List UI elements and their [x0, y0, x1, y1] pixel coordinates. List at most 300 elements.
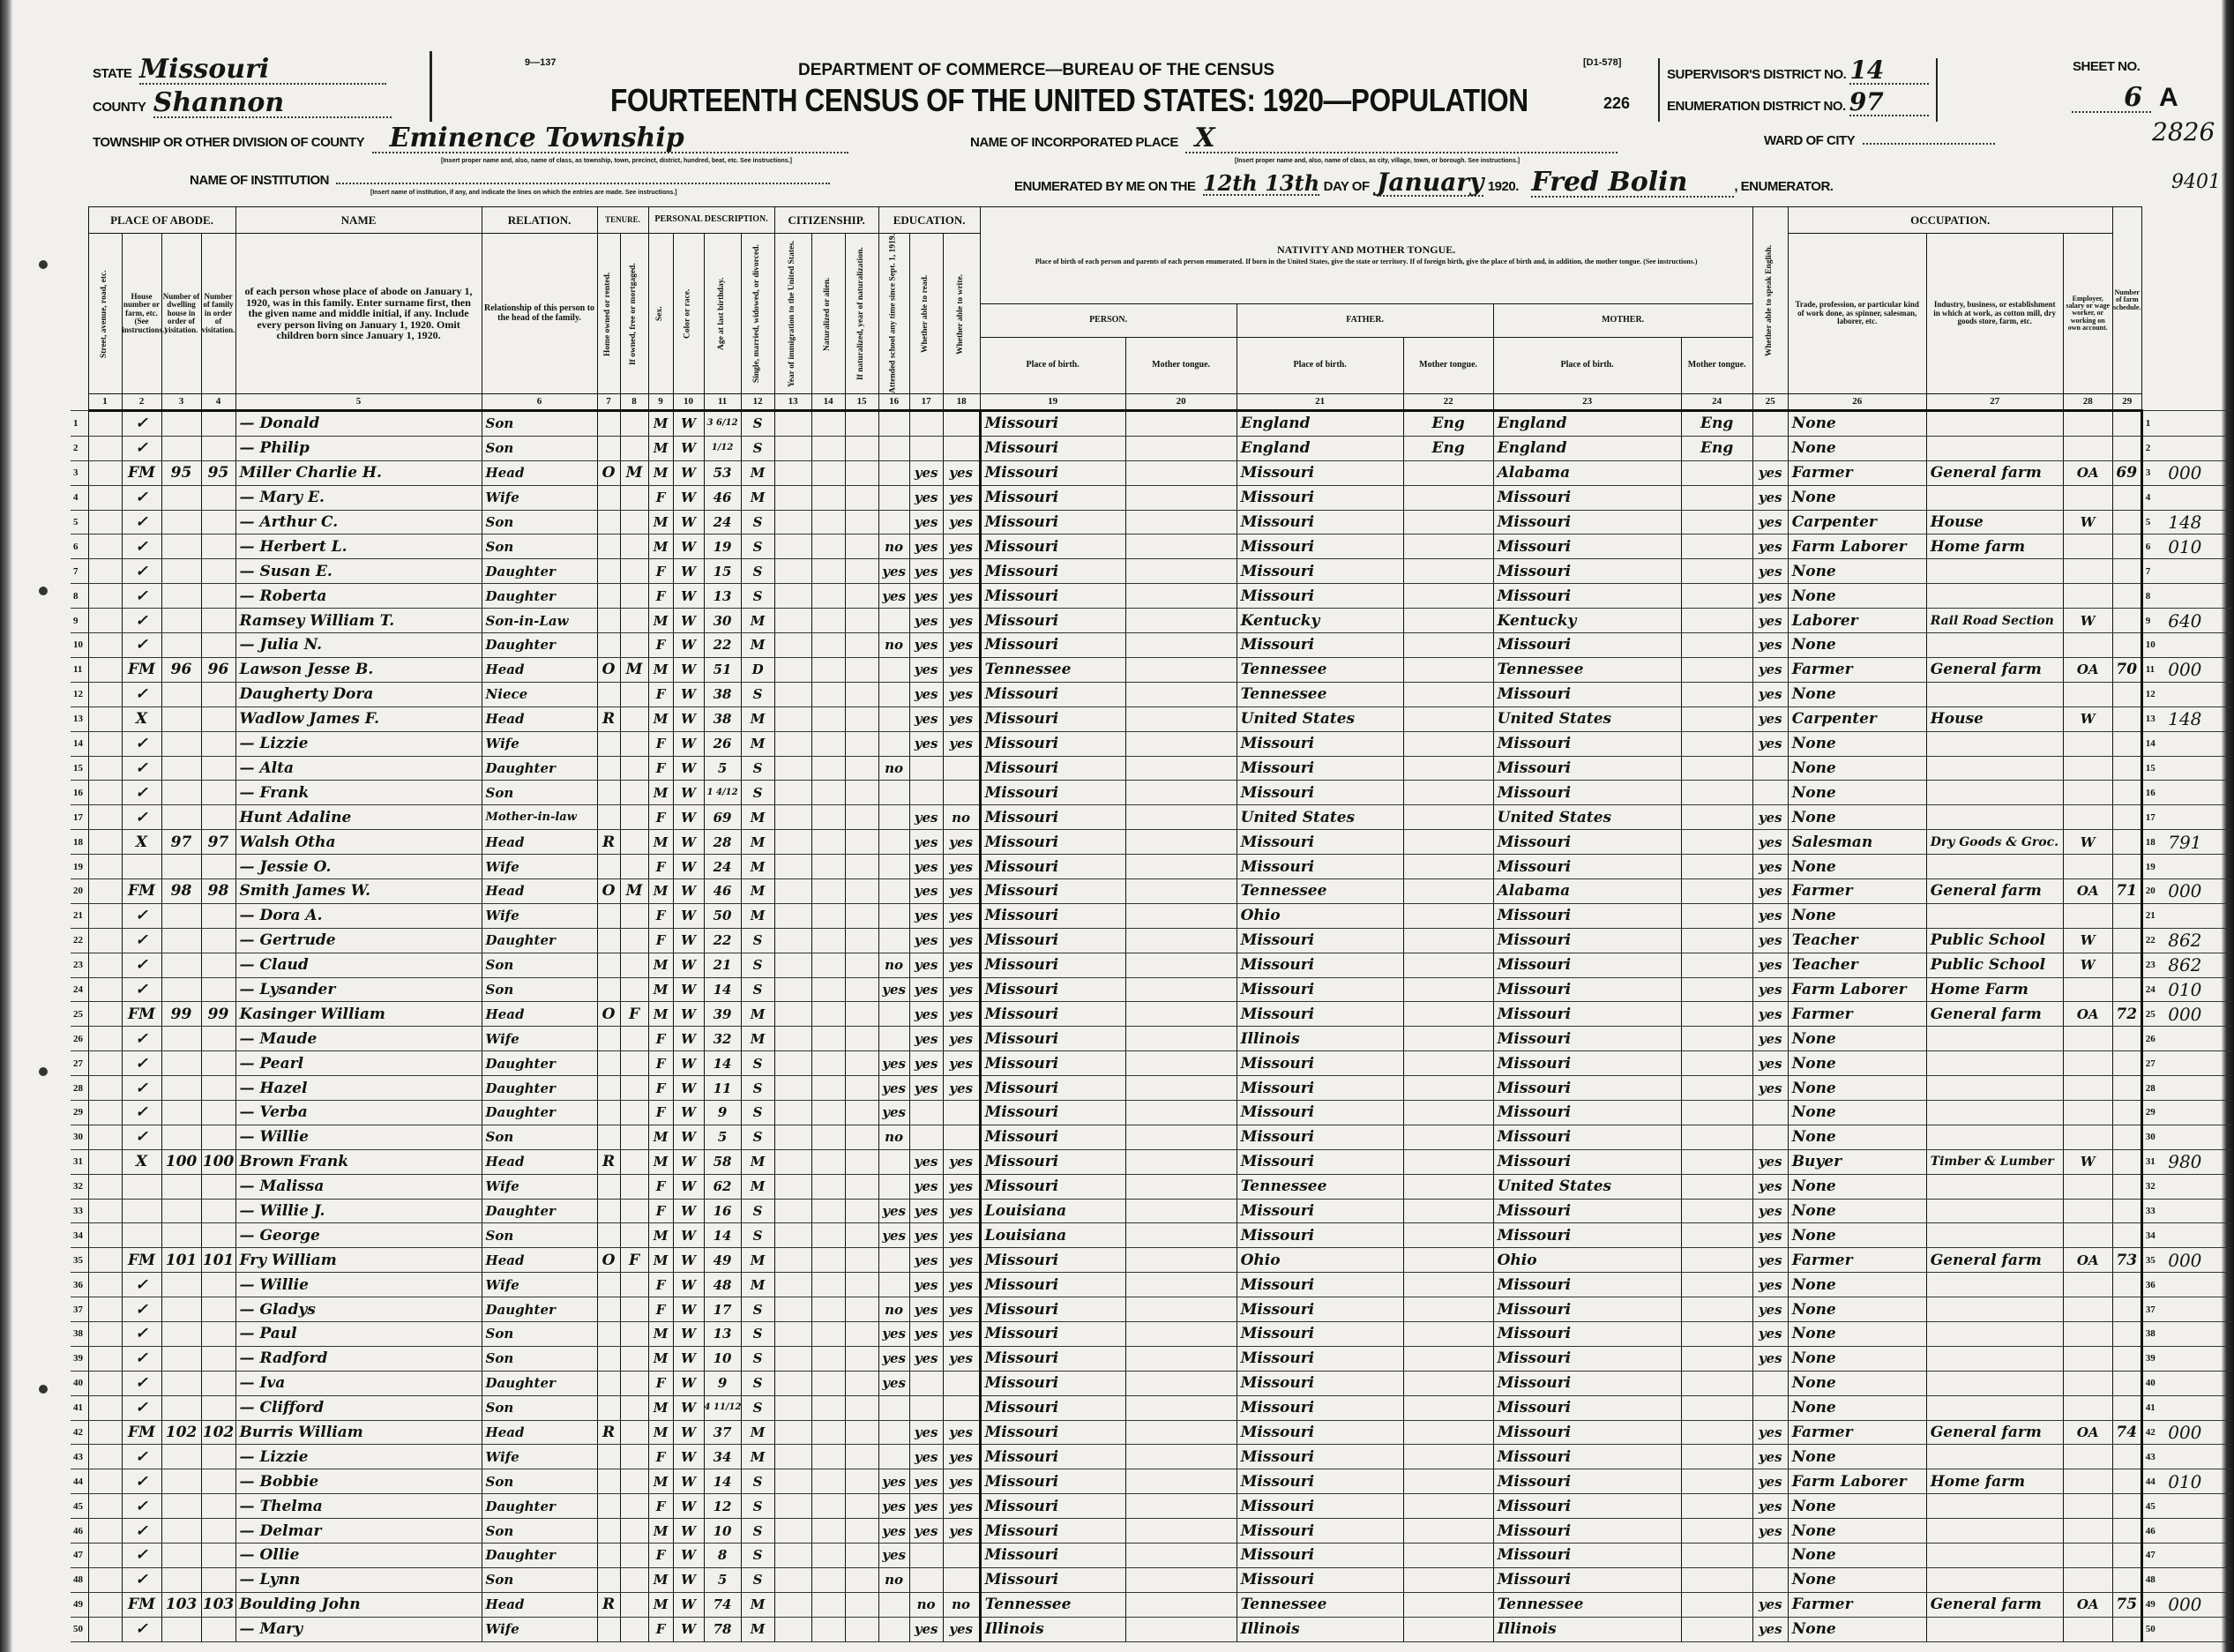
cell-birthplace: Missouri: [980, 1469, 1125, 1494]
enumerator-signature: Fred Bolin: [1531, 169, 1734, 198]
cell-attended-school: yes: [878, 977, 909, 1002]
cell-occupation: None: [1788, 633, 1926, 658]
cell-marital-status: M: [741, 1273, 774, 1297]
cell-father-mother-tongue: [1403, 756, 1493, 781]
cell-relation: Son: [482, 1567, 597, 1592]
incorporated-field: [970, 125, 1618, 153]
cell-line-number-right: 13: [2141, 706, 2168, 731]
column-number-18: 18: [943, 394, 980, 411]
cell-employment-class: [2063, 1346, 2112, 1371]
cell-industry: Home farm: [1926, 1469, 2063, 1494]
cell-mother-birthplace: Tennessee: [1493, 1592, 1681, 1617]
cell-naturalized: [811, 1617, 845, 1641]
cell-marital-status: S: [741, 510, 774, 534]
cell-age: 5: [704, 756, 741, 781]
cell-occupation-code: [2168, 855, 2231, 879]
cell-free-mortgaged: [620, 1346, 648, 1371]
cell-relation: Head: [482, 1002, 597, 1027]
cell-can-write: [943, 1395, 980, 1420]
cell-line-number-left: 26: [71, 1027, 88, 1051]
cell-employment-class: [2063, 1469, 2112, 1494]
cell-age: 4 11/12: [704, 1395, 741, 1420]
cell-house-number: ✓: [122, 1469, 161, 1494]
cell-naturalization-year: [845, 977, 878, 1002]
cell-occupation: Carpenter: [1788, 706, 1926, 731]
cell-mother-birthplace: Missouri: [1493, 1125, 1681, 1149]
cell-mother-mother-tongue: [1681, 903, 1752, 928]
cell-immigration-year: [774, 1125, 811, 1149]
cell-line-number-right: 38: [2141, 1321, 2168, 1346]
cell-house-number: ✓: [122, 1346, 161, 1371]
cell-home-owned: [597, 977, 620, 1002]
cell-birthplace: Missouri: [980, 1149, 1125, 1174]
cell-family-number: 101: [201, 1248, 235, 1273]
cell-house-number: ✓: [122, 805, 161, 830]
table-row: [71, 460, 2231, 485]
column-number-16: 16: [878, 394, 909, 411]
cell-can-write: yes: [943, 1494, 980, 1519]
cell-free-mortgaged: [620, 411, 648, 437]
cell-can-write: yes: [943, 928, 980, 953]
header-col-6: Relationship of this person to the head of the family.: [482, 234, 597, 394]
cell-mother-tongue: [1125, 1567, 1237, 1592]
cell-mother-tongue: [1125, 1273, 1237, 1297]
cell-dwelling-number: [161, 1567, 201, 1592]
cell-industry: Timber & Lumber: [1926, 1149, 2063, 1174]
cell-can-read: yes: [909, 1445, 943, 1469]
cell-occupation-code: [2168, 756, 2231, 781]
cell-sex: F: [648, 1494, 673, 1519]
cell-name: — Gertrude: [235, 928, 482, 953]
cell-house-number: ✓: [122, 534, 161, 559]
cell-family-number: [201, 1223, 235, 1248]
cell-dwelling-number: [161, 928, 201, 953]
cell-sex: M: [648, 1395, 673, 1420]
cell-dwelling-number: 95: [161, 460, 201, 485]
cell-dwelling-number: 97: [161, 830, 201, 855]
cell-street: [88, 855, 122, 879]
cell-mother-mother-tongue: [1681, 460, 1752, 485]
cell-birthplace: Missouri: [980, 781, 1125, 805]
cell-home-owned: [597, 855, 620, 879]
cell-industry: [1926, 1100, 2063, 1125]
cell-family-number: [201, 1321, 235, 1346]
cell-street: [88, 1321, 122, 1346]
cell-line-number-left: 2: [71, 436, 88, 460]
cell-occupation: None: [1788, 1051, 1926, 1076]
county-field: [93, 87, 392, 118]
cell-birthplace: Missouri: [980, 805, 1125, 830]
cell-relation: Son: [482, 1125, 597, 1149]
cell-employment-class: [2063, 436, 2112, 460]
cell-house-number: ✓: [122, 1617, 161, 1641]
cell-free-mortgaged: [620, 1174, 648, 1199]
cell-occupation-code: [2168, 1395, 2231, 1420]
cell-naturalization-year: [845, 1346, 878, 1371]
cell-naturalization-year: [845, 1248, 878, 1273]
cell-line-number-right: 9: [2141, 609, 2168, 633]
cell-employment-class: W: [2063, 830, 2112, 855]
cell-naturalization-year: [845, 411, 878, 437]
cell-mother-birthplace: Missouri: [1493, 1100, 1681, 1125]
cell-naturalized: [811, 1051, 845, 1076]
header-col-18: Whether able to write.: [943, 234, 980, 394]
cell-home-owned: R: [597, 1420, 620, 1445]
cell-employment-class: [2063, 1321, 2112, 1346]
nativity-title: NATIVITY AND MOTHER TONGUE.: [1277, 243, 1456, 256]
cell-can-read: yes: [909, 805, 943, 830]
cell-age: 53: [704, 460, 741, 485]
cell-father-birthplace: Missouri: [1237, 1395, 1403, 1420]
cell-father-birthplace: Missouri: [1237, 1445, 1403, 1469]
ward-field: [1764, 131, 1995, 148]
cell-race: W: [673, 1494, 704, 1519]
cell-attended-school: [878, 485, 909, 510]
cell-street: [88, 1544, 122, 1568]
cell-naturalized: [811, 1395, 845, 1420]
cell-immigration-year: [774, 756, 811, 781]
cell-line-number-right: 7: [2141, 559, 2168, 584]
cell-occupation-code: [2168, 1371, 2231, 1395]
cell-naturalized: [811, 485, 845, 510]
cell-marital-status: S: [741, 977, 774, 1002]
cell-speaks-english: yes: [1752, 534, 1788, 559]
cell-mother-birthplace: Alabama: [1493, 460, 1681, 485]
cell-name: — Thelma: [235, 1494, 482, 1519]
cell-mother-birthplace: Illinois: [1493, 1617, 1681, 1641]
column-number-11: 11: [704, 394, 741, 411]
cell-father-birthplace: United States: [1237, 706, 1403, 731]
cell-free-mortgaged: [620, 1567, 648, 1592]
cell-farm-schedule: [2112, 756, 2141, 781]
cell-relation: Son: [482, 1223, 597, 1248]
cell-home-owned: [597, 1273, 620, 1297]
cell-free-mortgaged: [620, 584, 648, 609]
cell-house-number: ✓: [122, 411, 161, 437]
cell-industry: [1926, 584, 2063, 609]
cell-family-number: 95: [201, 460, 235, 485]
cell-occupation-code: [2168, 1076, 2231, 1101]
cell-mother-tongue: [1125, 1174, 1237, 1199]
cell-relation: Wife: [482, 731, 597, 756]
cell-home-owned: [597, 1125, 620, 1149]
cell-naturalization-year: [845, 1273, 878, 1297]
cell-birthplace: Missouri: [980, 1125, 1125, 1149]
cell-age: 14: [704, 1051, 741, 1076]
cell-farm-schedule: [2112, 928, 2141, 953]
cell-immigration-year: [774, 559, 811, 584]
cell-attended-school: [878, 1174, 909, 1199]
supervisor-value: 14: [1849, 58, 1929, 85]
cell-naturalization-year: [845, 633, 878, 658]
cell-marital-status: S: [741, 584, 774, 609]
cell-naturalization-year: [845, 1100, 878, 1125]
cell-line-number-right: 26: [2141, 1027, 2168, 1051]
cell-age: 38: [704, 706, 741, 731]
cell-farm-schedule: 74: [2112, 1420, 2141, 1445]
cell-family-number: 103: [201, 1592, 235, 1617]
cell-employment-class: [2063, 1445, 2112, 1469]
cell-line-number-right: 21: [2141, 903, 2168, 928]
cell-age: 14: [704, 1223, 741, 1248]
cell-house-number: ✓: [122, 1321, 161, 1346]
cell-speaks-english: yes: [1752, 1420, 1788, 1445]
table-row: [71, 1051, 2231, 1076]
cell-occupation: None: [1788, 1371, 1926, 1395]
cell-line-number-right: 20: [2141, 878, 2168, 903]
cell-line-number-left: 21: [71, 903, 88, 928]
header-col-14: Naturalized or alien.: [811, 234, 845, 394]
cell-free-mortgaged: [620, 1445, 648, 1469]
cell-house-number: ✓: [122, 781, 161, 805]
cell-marital-status: S: [741, 781, 774, 805]
table-row: [71, 1617, 2231, 1641]
cell-occupation: None: [1788, 1617, 1926, 1641]
cell-house-number: ✓: [122, 1567, 161, 1592]
cell-occupation: None: [1788, 411, 1926, 437]
cell-father-birthplace: Missouri: [1237, 1149, 1403, 1174]
cell-line-number-right: 8: [2141, 584, 2168, 609]
column-number-12: 12: [741, 394, 774, 411]
cell-naturalized: [811, 1544, 845, 1568]
cell-occupation: None: [1788, 781, 1926, 805]
cell-mother-tongue: [1125, 1617, 1237, 1641]
cell-family-number: [201, 1519, 235, 1544]
cell-marital-status: S: [741, 953, 774, 977]
cell-mother-mother-tongue: [1681, 1002, 1752, 1027]
cell-speaks-english: yes: [1752, 609, 1788, 633]
cell-immigration-year: [774, 1248, 811, 1273]
column-number-19: 19: [980, 394, 1125, 411]
table-row: [71, 682, 2231, 706]
cell-dwelling-number: [161, 706, 201, 731]
cell-family-number: [201, 633, 235, 658]
cell-relation: Wife: [482, 485, 597, 510]
cell-employment-class: OA: [2063, 1592, 2112, 1617]
cell-race: W: [673, 953, 704, 977]
cell-dwelling-number: [161, 1174, 201, 1199]
cell-occupation-code: [2168, 781, 2231, 805]
cell-employment-class: W: [2063, 609, 2112, 633]
cell-age: 69: [704, 805, 741, 830]
cell-farm-schedule: 72: [2112, 1002, 2141, 1027]
cell-race: W: [673, 436, 704, 460]
cell-line-number-left: 31: [71, 1149, 88, 1174]
cell-relation: Head: [482, 1248, 597, 1273]
cell-father-mother-tongue: [1403, 1125, 1493, 1149]
column-number-4: 4: [201, 394, 235, 411]
cell-farm-schedule: [2112, 559, 2141, 584]
column-number-20: 20: [1125, 394, 1237, 411]
cell-name: — George: [235, 1223, 482, 1248]
cell-mother-birthplace: Missouri: [1493, 781, 1681, 805]
cell-can-read: yes: [909, 1273, 943, 1297]
cell-father-mother-tongue: [1403, 1223, 1493, 1248]
cell-house-number: FM: [122, 657, 161, 682]
cell-employment-class: [2063, 1051, 2112, 1076]
cell-occupation: None: [1788, 1321, 1926, 1346]
cell-name: Boulding John: [235, 1592, 482, 1617]
institution-field: [190, 170, 830, 188]
cell-can-read: yes: [909, 977, 943, 1002]
cell-line-number-left: 36: [71, 1273, 88, 1297]
cell-industry: [1926, 1297, 2063, 1322]
cell-mother-tongue: [1125, 953, 1237, 977]
cell-line-number-right: 39: [2141, 1346, 2168, 1371]
cell-naturalized: [811, 534, 845, 559]
cell-father-birthplace: Missouri: [1237, 1125, 1403, 1149]
cell-father-birthplace: Ohio: [1237, 1248, 1403, 1273]
cell-race: W: [673, 1273, 704, 1297]
cell-naturalized: [811, 805, 845, 830]
cell-marital-status: M: [741, 1027, 774, 1051]
cell-can-write: yes: [943, 485, 980, 510]
cell-house-number: X: [122, 1149, 161, 1174]
cell-line-number-right: 4: [2141, 485, 2168, 510]
table-row: [71, 1199, 2231, 1223]
cell-father-birthplace: Missouri: [1237, 1051, 1403, 1076]
cell-immigration-year: [774, 460, 811, 485]
cell-mother-tongue: [1125, 1223, 1237, 1248]
ward-value: [1863, 131, 1995, 145]
cell-naturalization-year: [845, 903, 878, 928]
cell-occupation-code: [2168, 1199, 2231, 1223]
cell-sex: M: [648, 1567, 673, 1592]
cell-house-number: X: [122, 706, 161, 731]
cell-age: 24: [704, 510, 741, 534]
cell-employment-class: OA: [2063, 657, 2112, 682]
cell-name: — Dora A.: [235, 903, 482, 928]
cell-employment-class: OA: [2063, 1420, 2112, 1445]
cell-free-mortgaged: [620, 1297, 648, 1322]
cell-house-number: ✓: [122, 731, 161, 756]
cell-sex: F: [648, 903, 673, 928]
header-col-13: Year of immigration to the United States.: [774, 234, 811, 394]
cell-home-owned: [597, 953, 620, 977]
cell-can-write: [943, 1100, 980, 1125]
column-number-26: 26: [1788, 394, 1926, 411]
cell-mother-tongue: [1125, 1395, 1237, 1420]
cell-occupation: None: [1788, 682, 1926, 706]
cell-attended-school: [878, 731, 909, 756]
cell-home-owned: R: [597, 706, 620, 731]
cell-attended-school: [878, 1248, 909, 1273]
cell-occupation: Teacher: [1788, 928, 1926, 953]
cell-family-number: [201, 682, 235, 706]
cell-naturalization-year: [845, 1544, 878, 1568]
cell-dwelling-number: [161, 1395, 201, 1420]
cell-dwelling-number: [161, 682, 201, 706]
cell-age: 34: [704, 1445, 741, 1469]
cell-family-number: [201, 731, 235, 756]
cell-speaks-english: [1752, 781, 1788, 805]
table-row: [71, 1395, 2231, 1420]
incorporated-hint: [Insert proper name and, also, name of class, as city, village, town, or borough. See instructions.]: [1235, 158, 1520, 164]
cell-line-number-left: 4: [71, 485, 88, 510]
cell-house-number: ✓: [122, 756, 161, 781]
cell-age: 5: [704, 1567, 741, 1592]
cell-employment-class: [2063, 731, 2112, 756]
cell-sex: F: [648, 1617, 673, 1641]
cell-industry: General farm: [1926, 657, 2063, 682]
cell-farm-schedule: 71: [2112, 878, 2141, 903]
cell-can-write: yes: [943, 855, 980, 879]
cell-dwelling-number: [161, 1100, 201, 1125]
cell-relation: Head: [482, 1420, 597, 1445]
table-row: [71, 1223, 2231, 1248]
cell-can-read: [909, 1395, 943, 1420]
cell-relation: Wife: [482, 1174, 597, 1199]
cell-immigration-year: [774, 977, 811, 1002]
cell-mother-mother-tongue: [1681, 1494, 1752, 1519]
cell-age: 10: [704, 1519, 741, 1544]
cell-race: W: [673, 411, 704, 437]
cell-line-number-right: 43: [2141, 1445, 2168, 1469]
cell-occupation: Farm Laborer: [1788, 1469, 1926, 1494]
cell-line-number-right: 50: [2141, 1617, 2168, 1641]
column-number-17: 17: [909, 394, 943, 411]
cell-house-number: ✓: [122, 1519, 161, 1544]
cell-age: 3 6/12: [704, 411, 741, 437]
cell-relation: Wife: [482, 1273, 597, 1297]
cell-industry: [1926, 1544, 2063, 1568]
cell-relation: Wife: [482, 1027, 597, 1051]
cell-father-birthplace: Missouri: [1237, 731, 1403, 756]
cell-free-mortgaged: [620, 1371, 648, 1395]
cell-occupation: None: [1788, 1346, 1926, 1371]
cell-occupation: None: [1788, 1223, 1926, 1248]
cell-naturalized: [811, 953, 845, 977]
cell-house-number: ✓: [122, 609, 161, 633]
cell-age: 26: [704, 731, 741, 756]
cell-attended-school: [878, 805, 909, 830]
cell-birthplace: Missouri: [980, 928, 1125, 953]
cell-name: — Frank: [235, 781, 482, 805]
cell-street: [88, 1002, 122, 1027]
cell-occupation: None: [1788, 1199, 1926, 1223]
cell-immigration-year: [774, 855, 811, 879]
cell-employment-class: [2063, 1223, 2112, 1248]
cell-immigration-year: [774, 510, 811, 534]
cell-speaks-english: yes: [1752, 633, 1788, 658]
cell-race: W: [673, 903, 704, 928]
incorporated-label: NAME OF INCORPORATED PLACE: [970, 135, 1178, 150]
cell-street: [88, 1199, 122, 1223]
cell-farm-schedule: [2112, 633, 2141, 658]
binder-hole: [39, 1385, 48, 1394]
cell-marital-status: M: [741, 830, 774, 855]
cell-father-birthplace: United States: [1237, 805, 1403, 830]
cell-relation: Son: [482, 436, 597, 460]
cell-mother-tongue: [1125, 411, 1237, 437]
cell-line-number-right: 30: [2141, 1125, 2168, 1149]
cell-name: — Malissa: [235, 1174, 482, 1199]
cell-farm-schedule: [2112, 609, 2141, 633]
cell-father-mother-tongue: [1403, 1199, 1493, 1223]
cell-industry: [1926, 633, 2063, 658]
cell-line-number-right: 35: [2141, 1248, 2168, 1273]
cell-race: W: [673, 1027, 704, 1051]
cell-immigration-year: [774, 1273, 811, 1297]
cell-free-mortgaged: [620, 1125, 648, 1149]
cell-sex: M: [648, 510, 673, 534]
cell-can-read: yes: [909, 1248, 943, 1273]
cell-line-number-left: 3: [71, 460, 88, 485]
cell-name: — Verba: [235, 1100, 482, 1125]
cell-immigration-year: [774, 584, 811, 609]
cell-immigration-year: [774, 903, 811, 928]
cell-attended-school: yes: [878, 1223, 909, 1248]
